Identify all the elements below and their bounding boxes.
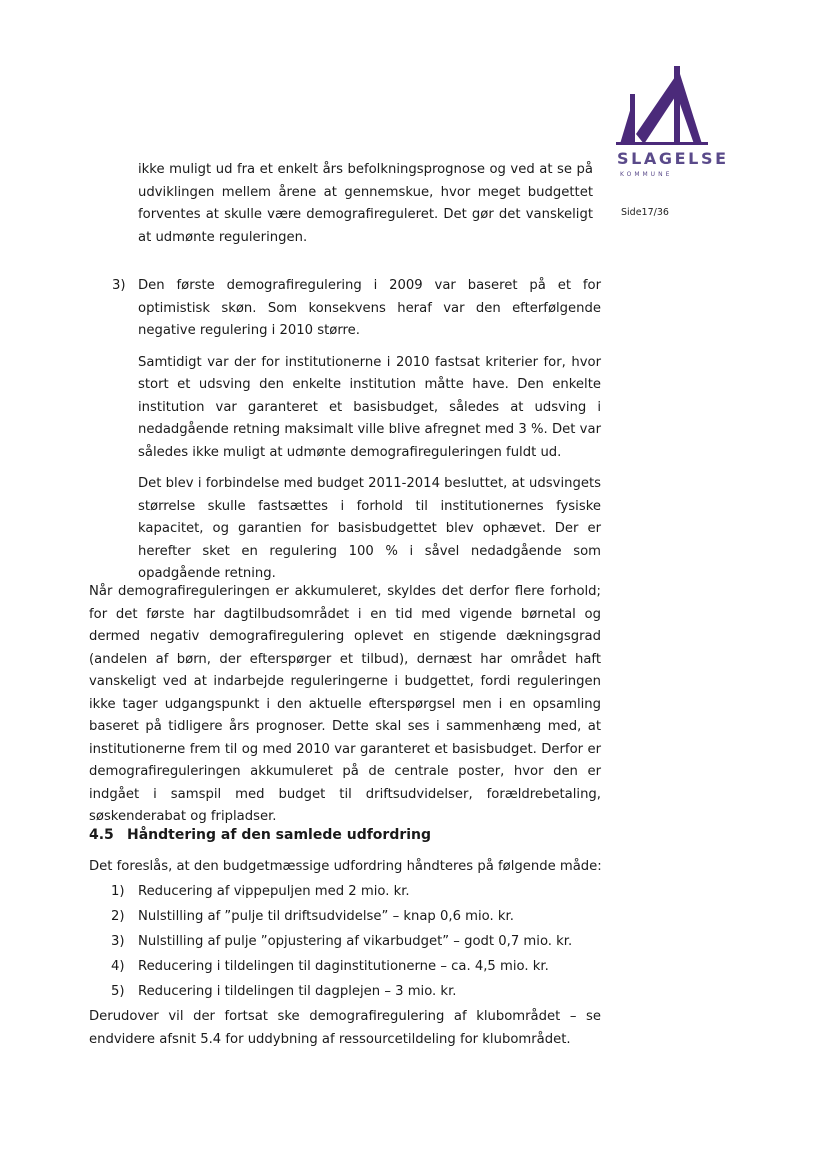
- item-3-paragraph: Den første demografiregulering i 2009 var baseret på et for optimistisk skøn. Som konsekvens heraf var den efterfølgende negative regulering i 2010 større.: [138, 278, 601, 338]
- closing-paragraph: [89, 1006, 601, 1051]
- page-number: Side17/36: [621, 207, 669, 218]
- intro-text: ikke muligt ud fra et enkelt års befolkningsprognose og ved at se på udviklingen mellem årene at gennemskue, hvor meget budgettet forventes at skulle være demografireguleret. Det gør det vanskeligt at udmønte reguleringen.: [138, 162, 593, 245]
- list-item: [89, 879, 572, 904]
- section-lead: [89, 856, 609, 879]
- section-lead-text: Det foreslås, at den budgetmæssige udfordring håndteres på følgende måde:: [89, 859, 602, 874]
- intro-paragraph: [138, 159, 593, 249]
- list-item: [89, 929, 572, 954]
- main-paragraph: [89, 581, 601, 829]
- closing-text: Derudover vil der fortsat ske demografiregulering af klubområdet – se endvidere afsnit 5.4 for uddybning af ressourcetildeling for klubområdet.: [89, 1009, 601, 1047]
- list-item-number: 4): [111, 959, 125, 974]
- list-item: [89, 979, 572, 1004]
- list-item-number: 2): [111, 909, 125, 924]
- item-3-paragraph: Det blev i forbindelse med budget 2011-2014 besluttet, at udsvingets størrelse skulle fastsættes i forhold til institutionernes fysiske kapacitet, og garantien for basisbudgettet blev ophævet. Der er herefter sket en regulering 100 % i såvel nedadgående som opadgående retning.: [138, 476, 601, 581]
- item-3-paragraph: Samtidigt var der for institutionerne i 2010 fastsat kriterier for, hvor stort et udsving den enkelte institution måtte have. Den enkelte institution var garanteret et basisbudget, således at udsving i nedadgående retning maksimalt ville blive afregnet med 3 %. Det var således ikke muligt at udmønte demografireguleringen fuldt ud.: [138, 354, 601, 460]
- item-3-number: 3): [112, 278, 126, 293]
- list-item-number: 5): [111, 984, 125, 999]
- list-item-text: Nulstilling af ”pulje til driftsudvidelse” – knap 0,6 mio. kr.: [138, 909, 514, 924]
- item-3-body: [138, 275, 601, 586]
- list-item-text: Reducering af vippepuljen med 2 mio. kr.: [138, 884, 410, 899]
- list-item: [89, 954, 572, 979]
- section-number: 4.5: [89, 827, 114, 843]
- proposal-list: [89, 879, 572, 1004]
- brand-name: SLAGELSE: [617, 149, 729, 168]
- list-item-text: Nulstilling af pulje ”opjustering af vikarbudget” – godt 0,7 mio. kr.: [138, 934, 573, 949]
- list-item-number: 1): [111, 884, 125, 899]
- list-item-number: 3): [111, 934, 125, 949]
- list-item-text: Reducering i tildelingen til dagplejen – 3 mio. kr.: [138, 984, 457, 999]
- section-heading: [89, 827, 431, 843]
- main-text: Når demografireguleringen er akkumuleret, skyldes det derfor flere forhold; for det første har dagtilbudsområdet i en tid med vigende børnetal og dermed negativ demografiregulering oplevet en stigende dækningsgrad (andelen af børn, der efterspørger et tilbud), dernæst har området haft vanskeligt ved at indarbejde reguleringerne i budgettet, fordi reguleringen ikke tager udgangspunkt i den aktuelle efterspørgsel men i en opsamling baseret på tidligere års prognoser. Dette skal ses i sammenhæng med, at institutionerne frem til og med 2010 var garanteret et basisbudget. Derfor er demografireguleringen akkumuleret på de centrale poster, hvor den er indgået i samspil med budget til driftsudvidelser, forældrebetaling, søskenderabat og fripladser.: [89, 584, 601, 824]
- bridge-logo-icon: [616, 64, 716, 154]
- list-item: [89, 904, 572, 929]
- list-item-text: Reducering i tildelingen til daginstitutionerne – ca. 4,5 mio. kr.: [138, 959, 549, 974]
- brand-subtitle: KOMMUNE: [620, 171, 673, 178]
- section-title: Håndtering af den samlede udfordring: [127, 827, 432, 843]
